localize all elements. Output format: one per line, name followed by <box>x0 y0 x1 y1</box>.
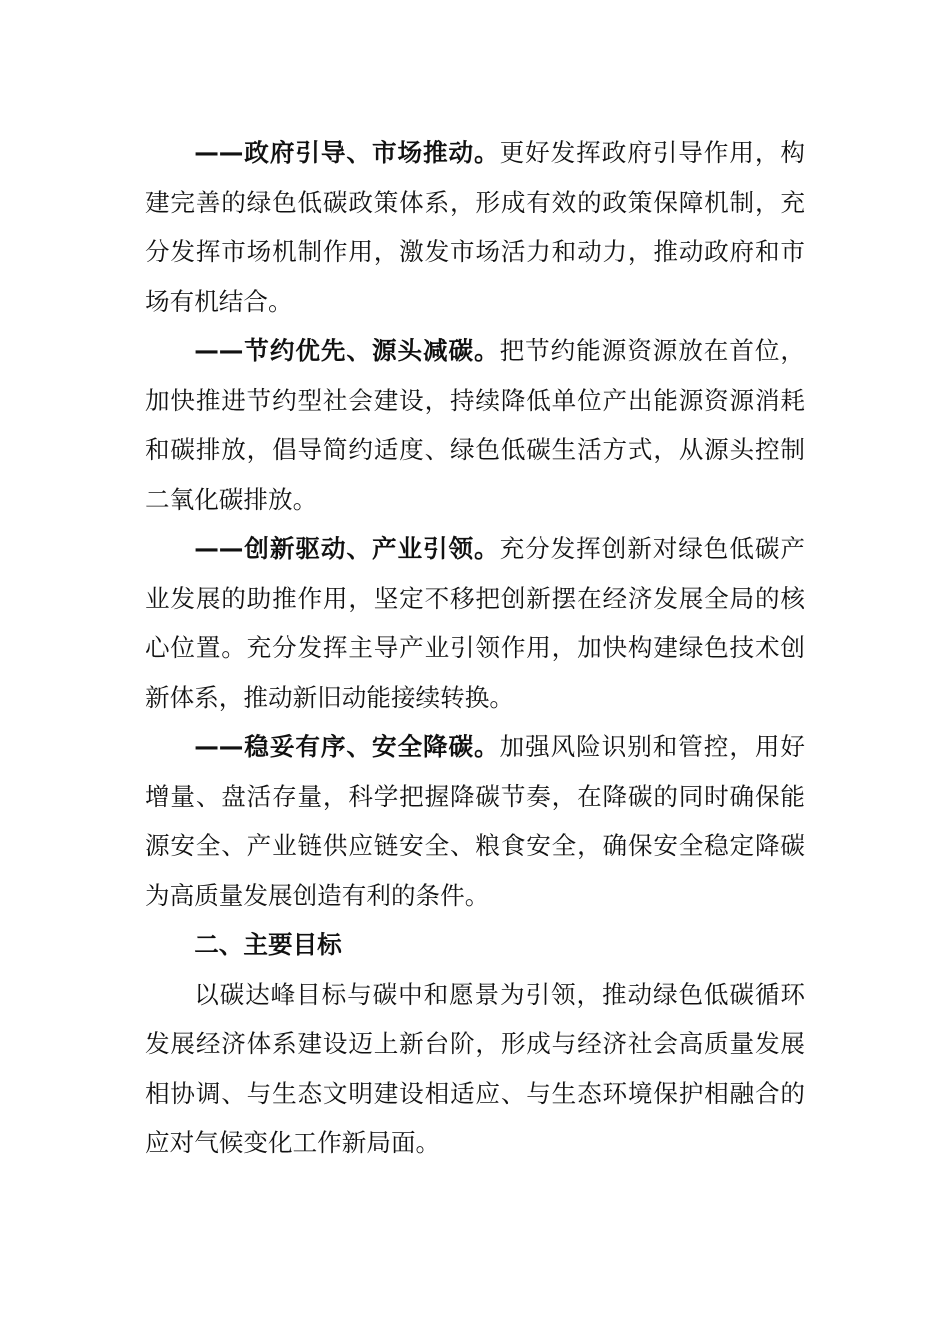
principle-lead-2: ——节约优先、源头减碳。 <box>194 336 500 365</box>
principle-lead-4: ——稳妥有序、安全降碳。 <box>194 732 500 761</box>
principle-body-1: 更好发挥政府引导作用，构建完善的绿色低碳政策体系，形成有效的政策保障机制，充分发挥市场机制作用，激发市场活力和动力，推动政府和市场有机结合。 <box>145 138 805 316</box>
principle-body-2: 把节约能源资源放在首位，加快推进节约型社会建设，持续降低单位产出能源资源消耗和碳排放，倡导简约适度、绿色低碳生活方式，从源头控制二氧化碳排放。 <box>145 336 805 514</box>
principle-paragraph-2 <box>145 326 805 524</box>
principle-paragraph-4 <box>145 722 805 920</box>
principle-paragraph-1 <box>145 128 805 326</box>
section-body: 以碳达峰目标与碳中和愿景为引领，推动绿色低碳循环发展经济体系建设迈上新台阶，形成与经济社会高质量发展相协调、与生态文明建设相适应、与生态环境保护相融合的应对气候变化工作新局面。 <box>145 979 805 1157</box>
principle-body-3: 充分发挥创新对绿色低碳产业发展的助推作用，坚定不移把创新摆在经济发展全局的核心位置。充分发挥主导产业引领作用，加快构建绿色技术创新体系，推动新旧动能接续转换。 <box>145 534 805 712</box>
document-page <box>145 128 805 1168</box>
section-heading: 二、主要目标 <box>194 930 342 959</box>
principle-lead-3: ——创新驱动、产业引领。 <box>194 534 500 563</box>
principle-lead-1: ——政府引导、市场推动。 <box>194 138 500 167</box>
principle-body-4: 加强风险识别和管控，用好增量、盘活存量，科学把握降碳节奏，在降碳的同时确保能源安全、产业链供应链安全、粮食安全，确保安全稳定降碳为高质量发展创造有利的条件。 <box>145 732 805 910</box>
principle-paragraph-3 <box>145 524 805 722</box>
